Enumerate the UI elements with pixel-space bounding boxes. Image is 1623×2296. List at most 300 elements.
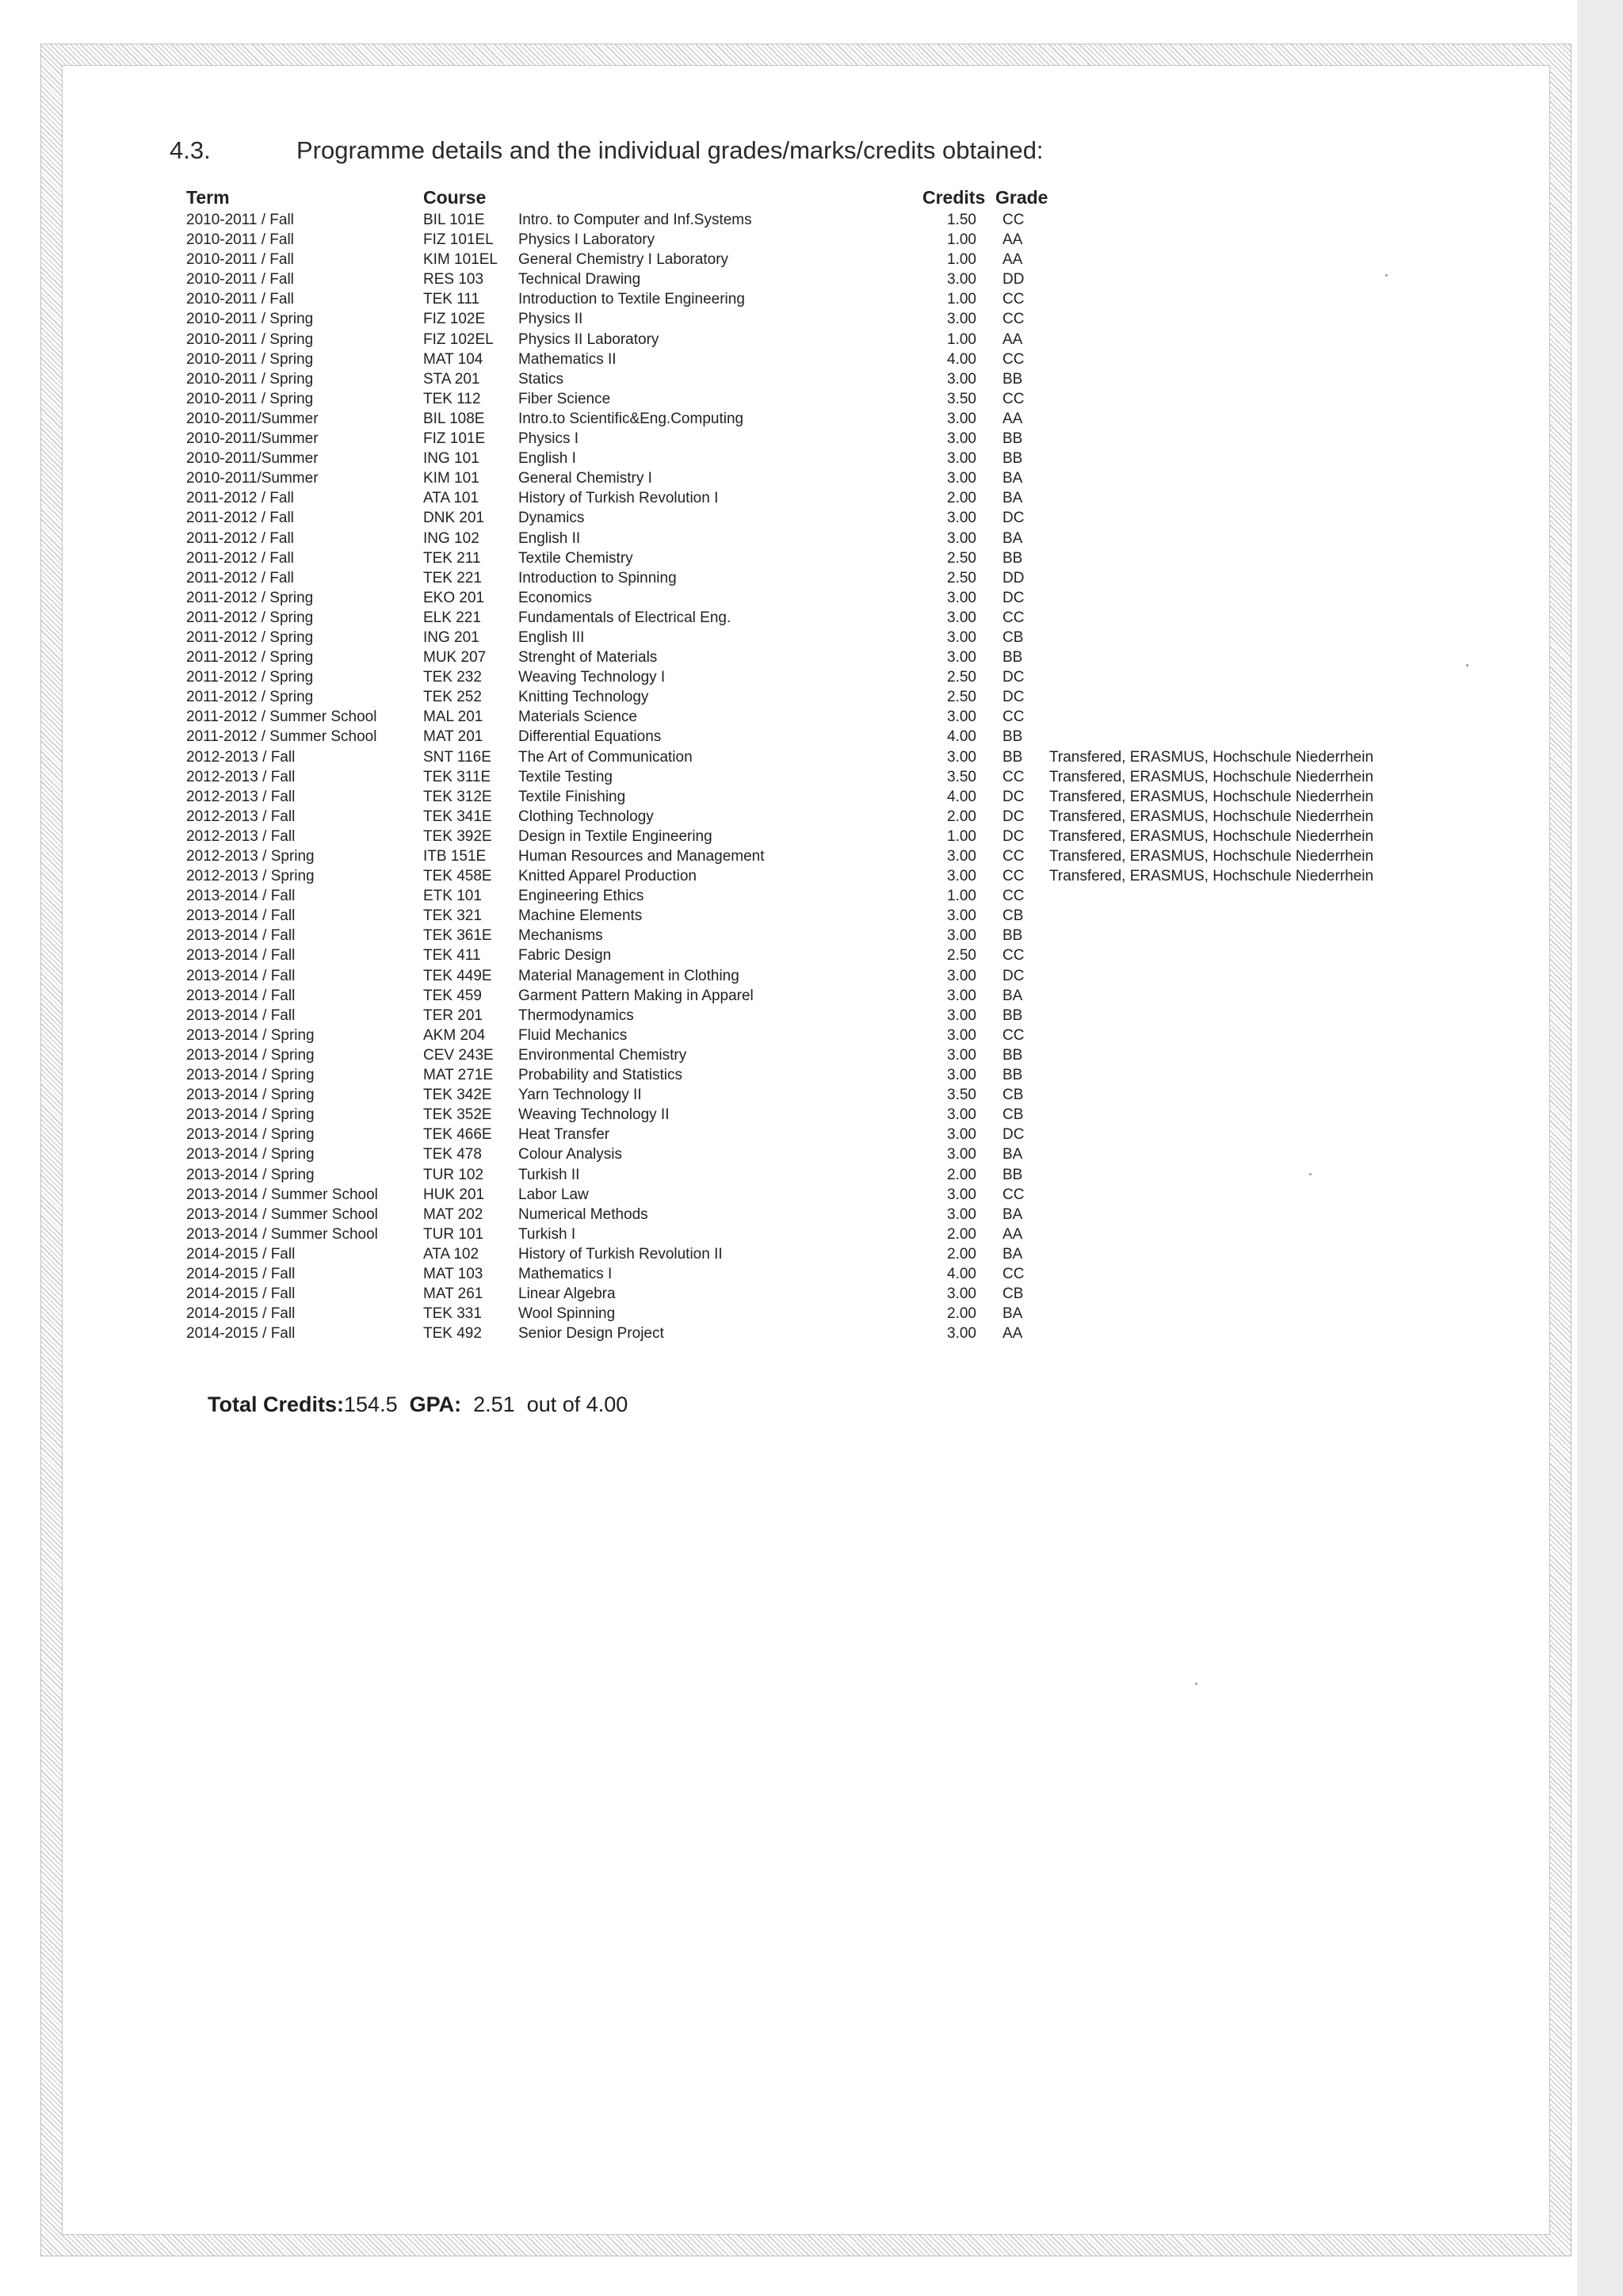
course-grade: BA <box>1002 529 1023 547</box>
course-code: KIM 101 <box>423 470 479 487</box>
course-term: 2010-2011 / Spring <box>186 390 314 407</box>
course-grade: DC <box>1002 1126 1025 1144</box>
course-code: TEK 411 <box>423 947 481 965</box>
course-title: Introduction to Textile Engineering <box>518 291 745 308</box>
table-row <box>0 906 1577 926</box>
course-title: Strenght of Materials <box>518 649 658 667</box>
course-credits: 1.00 <box>947 827 976 845</box>
course-credits: 3.00 <box>947 271 976 288</box>
course-title: Clothing Technology <box>518 808 654 825</box>
course-code: MAT 103 <box>423 1265 483 1282</box>
table-row <box>0 1085 1577 1105</box>
course-code: TEK 221 <box>423 569 482 586</box>
course-title: Colour Analysis <box>518 1146 622 1163</box>
course-credits: 3.00 <box>947 1286 976 1303</box>
course-code: ING 101 <box>423 450 479 468</box>
table-row <box>0 986 1577 1006</box>
course-credits: 3.50 <box>947 390 976 407</box>
course-grade: CB <box>1002 1286 1024 1303</box>
table-row <box>0 529 1577 548</box>
course-note: Transfered, ERASMUS, Hochschule Niederrhein <box>1049 868 1374 885</box>
table-row <box>0 508 1577 528</box>
table-row <box>0 1006 1577 1026</box>
table-row <box>0 628 1577 648</box>
course-credits: 1.00 <box>947 231 976 249</box>
course-grade: DC <box>1002 510 1025 527</box>
course-grade: CC <box>1002 212 1025 228</box>
course-code: TEK 478 <box>423 1146 482 1163</box>
course-term: 2011-2012 / Fall <box>186 510 294 527</box>
grades-table <box>0 210 1577 1343</box>
total-credits-value: 154.5 <box>344 1392 398 1416</box>
course-term: 2014-2015 / Fall <box>186 1265 296 1282</box>
course-code: TEK 211 <box>423 549 481 567</box>
course-grade: AA <box>1002 410 1023 427</box>
course-term: 2010-2011 / Fall <box>186 212 294 228</box>
course-grade: BB <box>1002 1067 1023 1084</box>
table-row <box>0 409 1577 429</box>
course-term: 2013-2014 / Spring <box>186 1087 315 1104</box>
course-code: TEK 392E <box>423 827 492 845</box>
course-term: 2011-2012 / Summer School <box>186 728 377 746</box>
course-title: Materials Science <box>518 709 637 726</box>
course-code: ETK 101 <box>423 888 482 905</box>
course-code: FIZ 101EL <box>423 231 494 249</box>
course-credits: 3.00 <box>947 649 976 667</box>
course-title: Economics <box>518 589 592 606</box>
course-term: 2010-2011 / Spring <box>186 370 314 388</box>
table-row <box>0 1264 1577 1284</box>
course-term: 2010-2011 / Spring <box>186 350 314 368</box>
course-note: Transfered, ERASMUS, Hochschule Niederrhein <box>1049 748 1374 766</box>
course-title: Fiber Science <box>518 390 611 407</box>
gpa-value: 2.51 <box>473 1392 515 1416</box>
course-code: ATA 101 <box>423 490 479 507</box>
course-grade: BA <box>1002 490 1023 507</box>
course-grade: DD <box>1002 569 1025 586</box>
course-grade: AA <box>1002 1325 1023 1343</box>
course-term: 2013-2014 / Fall <box>186 888 296 905</box>
course-term: 2013-2014 / Spring <box>186 1166 315 1183</box>
table-row <box>0 866 1577 886</box>
course-grade: DC <box>1002 808 1025 825</box>
course-term: 2013-2014 / Fall <box>186 967 296 984</box>
course-credits: 1.00 <box>947 888 976 905</box>
course-credits: 1.00 <box>947 251 976 269</box>
course-term: 2012-2013 / Fall <box>186 748 296 766</box>
course-grade: BA <box>1002 987 1023 1004</box>
course-credits: 3.00 <box>947 1026 976 1044</box>
course-grade: CB <box>1002 1087 1024 1104</box>
course-credits: 2.50 <box>947 689 976 706</box>
course-term: 2013-2014 / Spring <box>186 1046 315 1064</box>
course-grade: BB <box>1002 450 1023 468</box>
table-row <box>0 1324 1577 1343</box>
course-title: Differential Equations <box>518 728 662 746</box>
table-row <box>0 747 1577 767</box>
table-row <box>0 449 1577 468</box>
course-credits: 3.00 <box>947 1186 976 1203</box>
table-row <box>0 608 1577 628</box>
course-grade: BA <box>1002 1205 1023 1223</box>
table-row <box>0 926 1577 946</box>
scan-speck <box>1385 274 1388 277</box>
scan-edge <box>1577 0 1623 2296</box>
course-code: MAL 201 <box>423 709 483 726</box>
course-title: Technical Drawing <box>518 271 641 288</box>
course-title: Material Management in Clothing <box>518 967 739 984</box>
course-note: Transfered, ERASMUS, Hochschule Niederrhein <box>1049 808 1374 825</box>
course-term: 2011-2012 / Fall <box>186 490 294 507</box>
course-term: 2010-2011/Summer <box>186 470 319 487</box>
table-row <box>0 807 1577 827</box>
course-term: 2013-2014 / Spring <box>186 1106 315 1124</box>
course-code: TUR 101 <box>423 1225 484 1243</box>
course-title: Fabric Design <box>518 947 612 965</box>
course-credits: 4.00 <box>947 1265 976 1282</box>
course-title: Physics I Laboratory <box>518 231 655 249</box>
course-code: MAT 201 <box>423 728 483 746</box>
course-grade: CC <box>1002 291 1025 308</box>
course-grade: AA <box>1002 330 1023 348</box>
course-title: History of Turkish Revolution I <box>518 490 719 507</box>
table-row <box>0 588 1577 608</box>
course-credits: 2.00 <box>947 1166 976 1183</box>
course-title: Fluid Mechanics <box>518 1026 628 1044</box>
course-credits: 3.00 <box>947 709 976 726</box>
course-grade: DC <box>1002 689 1025 706</box>
column-header-course: Course <box>423 187 487 208</box>
course-credits: 3.00 <box>947 967 976 984</box>
section-number: 4.3. <box>170 136 211 164</box>
course-credits: 3.00 <box>947 927 976 945</box>
course-term: 2014-2015 / Fall <box>186 1325 296 1343</box>
course-term: 2012-2013 / Spring <box>186 848 315 865</box>
course-title: Engineering Ethics <box>518 888 644 905</box>
course-grade: AA <box>1002 231 1023 249</box>
course-code: TEK 311E <box>423 768 491 785</box>
course-grade: DD <box>1002 271 1025 288</box>
course-note: Transfered, ERASMUS, Hochschule Niederrhein <box>1049 768 1374 785</box>
table-row <box>0 667 1577 687</box>
table-row <box>0 1026 1577 1045</box>
course-code: MAT 261 <box>423 1286 483 1303</box>
course-credits: 1.00 <box>947 291 976 308</box>
table-row <box>0 269 1577 289</box>
course-title: General Chemistry I Laboratory <box>518 251 729 269</box>
course-credits: 2.50 <box>947 569 976 586</box>
course-code: MAT 202 <box>423 1205 483 1223</box>
gpa-scale: out of 4.00 <box>526 1392 628 1416</box>
table-row <box>0 468 1577 488</box>
course-credits: 2.00 <box>947 1245 976 1263</box>
course-title: Human Resources and Management <box>518 848 765 865</box>
course-title: Textile Finishing <box>518 788 626 805</box>
course-credits: 1.50 <box>947 212 976 228</box>
course-credits: 3.00 <box>947 1007 976 1024</box>
column-header-grade: Grade <box>995 187 1048 208</box>
course-code: KIM 101EL <box>423 251 498 269</box>
course-grade: CC <box>1002 350 1025 368</box>
course-grade: DC <box>1002 589 1025 606</box>
course-code: TEK 252 <box>423 689 482 706</box>
course-term: 2012-2013 / Fall <box>186 827 296 845</box>
course-grade: BA <box>1002 1305 1023 1323</box>
course-credits: 3.00 <box>947 987 976 1004</box>
course-grade: BB <box>1002 1046 1023 1064</box>
table-row <box>0 350 1577 369</box>
course-note: Transfered, ERASMUS, Hochschule Niederrhein <box>1049 848 1374 865</box>
course-credits: 4.00 <box>947 350 976 368</box>
course-credits: 2.00 <box>947 1305 976 1323</box>
course-code: TEK 331 <box>423 1305 482 1323</box>
course-grade: CB <box>1002 628 1024 646</box>
course-code: TEK 232 <box>423 669 482 686</box>
course-term: 2011-2012 / Spring <box>186 669 314 686</box>
course-grade: CC <box>1002 848 1025 865</box>
course-term: 2010-2011 / Fall <box>186 231 294 249</box>
course-code: MUK 207 <box>423 649 487 667</box>
course-code: AKM 204 <box>423 1026 486 1044</box>
course-code: TEK 321 <box>423 907 482 925</box>
course-credits: 3.00 <box>947 1205 976 1223</box>
course-term: 2012-2013 / Fall <box>186 768 296 785</box>
course-title: Environmental Chemistry <box>518 1046 687 1064</box>
course-credits: 2.50 <box>947 669 976 686</box>
course-credits: 3.00 <box>947 370 976 388</box>
course-code: FIZ 102EL <box>423 330 494 348</box>
table-row <box>0 1244 1577 1264</box>
course-credits: 3.00 <box>947 1067 976 1084</box>
course-term: 2010-2011/Summer <box>186 450 319 468</box>
course-grade: CC <box>1002 768 1025 785</box>
course-grade: CC <box>1002 1265 1025 1282</box>
table-row <box>0 289 1577 309</box>
course-title: English I <box>518 450 576 468</box>
course-credits: 3.00 <box>947 609 976 626</box>
course-code: DNK 201 <box>423 510 485 527</box>
course-title: Wool Spinning <box>518 1305 616 1323</box>
course-term: 2013-2014 / Fall <box>186 947 296 965</box>
table-row <box>0 568 1577 588</box>
table-row <box>0 727 1577 747</box>
course-credits: 3.00 <box>947 628 976 646</box>
course-code: MAT 271E <box>423 1067 494 1084</box>
course-code: EKO 201 <box>423 589 485 606</box>
course-term: 2010-2011 / Spring <box>186 330 314 348</box>
course-term: 2010-2011 / Fall <box>186 291 294 308</box>
course-grade: CC <box>1002 1026 1025 1044</box>
course-title: Knitting Technology <box>518 689 649 706</box>
course-note: Transfered, ERASMUS, Hochschule Niederrhein <box>1049 788 1374 805</box>
table-row <box>0 330 1577 350</box>
course-term: 2013-2014 / Fall <box>186 987 296 1004</box>
table-row <box>0 230 1577 250</box>
course-grade: BB <box>1002 430 1023 448</box>
table-row <box>0 1045 1577 1065</box>
table-row <box>0 787 1577 807</box>
course-code: TEK 342E <box>423 1087 492 1104</box>
table-header <box>0 187 1577 211</box>
table-row <box>0 250 1577 269</box>
course-code: TER 201 <box>423 1007 483 1024</box>
course-credits: 3.00 <box>947 450 976 468</box>
course-title: The Art of Communication <box>518 748 693 766</box>
course-title: General Chemistry I <box>518 470 652 487</box>
course-credits: 3.00 <box>947 848 976 865</box>
table-row <box>0 648 1577 667</box>
table-row <box>0 1065 1577 1085</box>
course-credits: 2.50 <box>947 947 976 965</box>
course-code: HUK 201 <box>423 1186 485 1203</box>
course-title: Physics I <box>518 430 579 448</box>
course-title: Physics II <box>518 311 583 328</box>
course-grade: BB <box>1002 748 1023 766</box>
totals-line <box>208 1392 628 1417</box>
course-code: FIZ 102E <box>423 311 486 328</box>
course-grade: DC <box>1002 788 1025 805</box>
course-title: Linear Algebra <box>518 1286 616 1303</box>
table-row <box>0 389 1577 409</box>
course-grade: AA <box>1002 1225 1023 1243</box>
course-code: TEK 341E <box>423 808 492 825</box>
course-title: Heat Transfer <box>518 1126 610 1144</box>
course-grade: CC <box>1002 311 1025 328</box>
scan-speck <box>1309 1173 1312 1175</box>
course-code: TEK 361E <box>423 927 492 945</box>
table-row <box>0 1105 1577 1125</box>
table-row <box>0 966 1577 986</box>
column-header-credits: Credits <box>922 187 986 208</box>
table-row <box>0 210 1577 230</box>
course-term: 2011-2012 / Spring <box>186 649 314 667</box>
table-row <box>0 687 1577 707</box>
table-row <box>0 309 1577 329</box>
table-row <box>0 429 1577 449</box>
course-grade: CC <box>1002 947 1025 965</box>
course-title: Statics <box>518 370 564 388</box>
course-grade: CC <box>1002 1186 1025 1203</box>
scan-speck <box>1195 1683 1197 1685</box>
course-term: 2013-2014 / Fall <box>186 927 296 945</box>
course-code: RES 103 <box>423 271 484 288</box>
course-term: 2013-2014 / Summer School <box>186 1225 378 1243</box>
gpa-label: GPA: <box>409 1392 462 1416</box>
course-grade: BB <box>1002 549 1023 567</box>
course-term: 2011-2012 / Fall <box>186 529 294 547</box>
course-term: 2011-2012 / Spring <box>186 689 314 706</box>
course-term: 2011-2012 / Spring <box>186 589 314 606</box>
course-code: STA 201 <box>423 370 480 388</box>
course-code: TEK 112 <box>423 390 481 407</box>
course-grade: BB <box>1002 1166 1023 1183</box>
course-term: 2013-2014 / Summer School <box>186 1205 378 1223</box>
course-credits: 3.00 <box>947 589 976 606</box>
course-title: Intro. to Computer and Inf.Systems <box>518 212 752 228</box>
course-credits: 3.00 <box>947 1146 976 1163</box>
course-code: TEK 352E <box>423 1106 492 1124</box>
course-term: 2011-2012 / Spring <box>186 609 314 626</box>
section-heading <box>170 136 1044 165</box>
column-header-term: Term <box>186 187 230 208</box>
course-credits: 3.00 <box>947 868 976 885</box>
table-row <box>0 548 1577 568</box>
course-title: Knitted Apparel Production <box>518 868 697 885</box>
course-term: 2014-2015 / Fall <box>186 1286 296 1303</box>
course-term: 2013-2014 / Fall <box>186 1007 296 1024</box>
course-note: Transfered, ERASMUS, Hochschule Niederrhein <box>1049 827 1374 845</box>
scan-speck <box>1466 664 1468 667</box>
course-credits: 3.00 <box>947 1325 976 1343</box>
course-term: 2012-2013 / Spring <box>186 868 315 885</box>
course-term: 2013-2014 / Fall <box>186 907 296 925</box>
course-title: Garment Pattern Making in Apparel <box>518 987 754 1004</box>
course-code: BIL 101E <box>423 212 485 228</box>
course-credits: 3.00 <box>947 430 976 448</box>
course-term: 2010-2011 / Fall <box>186 271 294 288</box>
course-grade: AA <box>1002 251 1023 269</box>
table-row <box>0 1144 1577 1164</box>
course-term: 2011-2012 / Fall <box>186 569 294 586</box>
course-grade: CC <box>1002 868 1025 885</box>
course-term: 2013-2014 / Summer School <box>186 1186 378 1203</box>
course-code: TEK 492 <box>423 1325 482 1343</box>
course-credits: 2.00 <box>947 490 976 507</box>
course-grade: CC <box>1002 888 1025 905</box>
course-code: ITB 151E <box>423 848 487 865</box>
course-credits: 3.00 <box>947 410 976 427</box>
course-grade: BB <box>1002 1007 1023 1024</box>
course-credits: 1.00 <box>947 330 976 348</box>
course-code: TEK 459 <box>423 987 482 1004</box>
table-row <box>0 1224 1577 1244</box>
course-title: English III <box>518 628 585 646</box>
course-title: Introduction to Spinning <box>518 569 677 586</box>
course-title: English II <box>518 529 581 547</box>
course-grade: CC <box>1002 390 1025 407</box>
course-code: TEK 312E <box>423 788 492 805</box>
course-term: 2013-2014 / Spring <box>186 1146 315 1163</box>
course-title: Thermodynamics <box>518 1007 634 1024</box>
course-term: 2012-2013 / Fall <box>186 788 296 805</box>
course-code: CEV 243E <box>423 1046 494 1064</box>
section-title: Programme details and the individual grades/marks/credits obtained: <box>296 136 1044 164</box>
course-title: Mechanisms <box>518 927 603 945</box>
course-grade: BA <box>1002 470 1023 487</box>
course-title: Turkish II <box>518 1166 580 1183</box>
course-code: ING 102 <box>423 529 479 547</box>
course-term: 2013-2014 / Spring <box>186 1026 315 1044</box>
table-row <box>0 827 1577 846</box>
course-term: 2012-2013 / Fall <box>186 808 296 825</box>
course-credits: 3.50 <box>947 1087 976 1104</box>
table-row <box>0 1205 1577 1224</box>
course-title: Mathematics I <box>518 1265 613 1282</box>
course-grade: DC <box>1002 967 1025 984</box>
course-term: 2010-2011/Summer <box>186 410 319 427</box>
table-row <box>0 1125 1577 1144</box>
table-row <box>0 369 1577 389</box>
course-term: 2011-2012 / Spring <box>186 628 314 646</box>
course-code: TUR 102 <box>423 1166 484 1183</box>
course-term: 2013-2014 / Spring <box>186 1067 315 1084</box>
course-credits: 3.00 <box>947 470 976 487</box>
course-grade: BB <box>1002 728 1023 746</box>
course-code: ING 201 <box>423 628 479 646</box>
course-term: 2010-2011/Summer <box>186 430 319 448</box>
course-grade: BB <box>1002 927 1023 945</box>
course-credits: 3.00 <box>947 510 976 527</box>
